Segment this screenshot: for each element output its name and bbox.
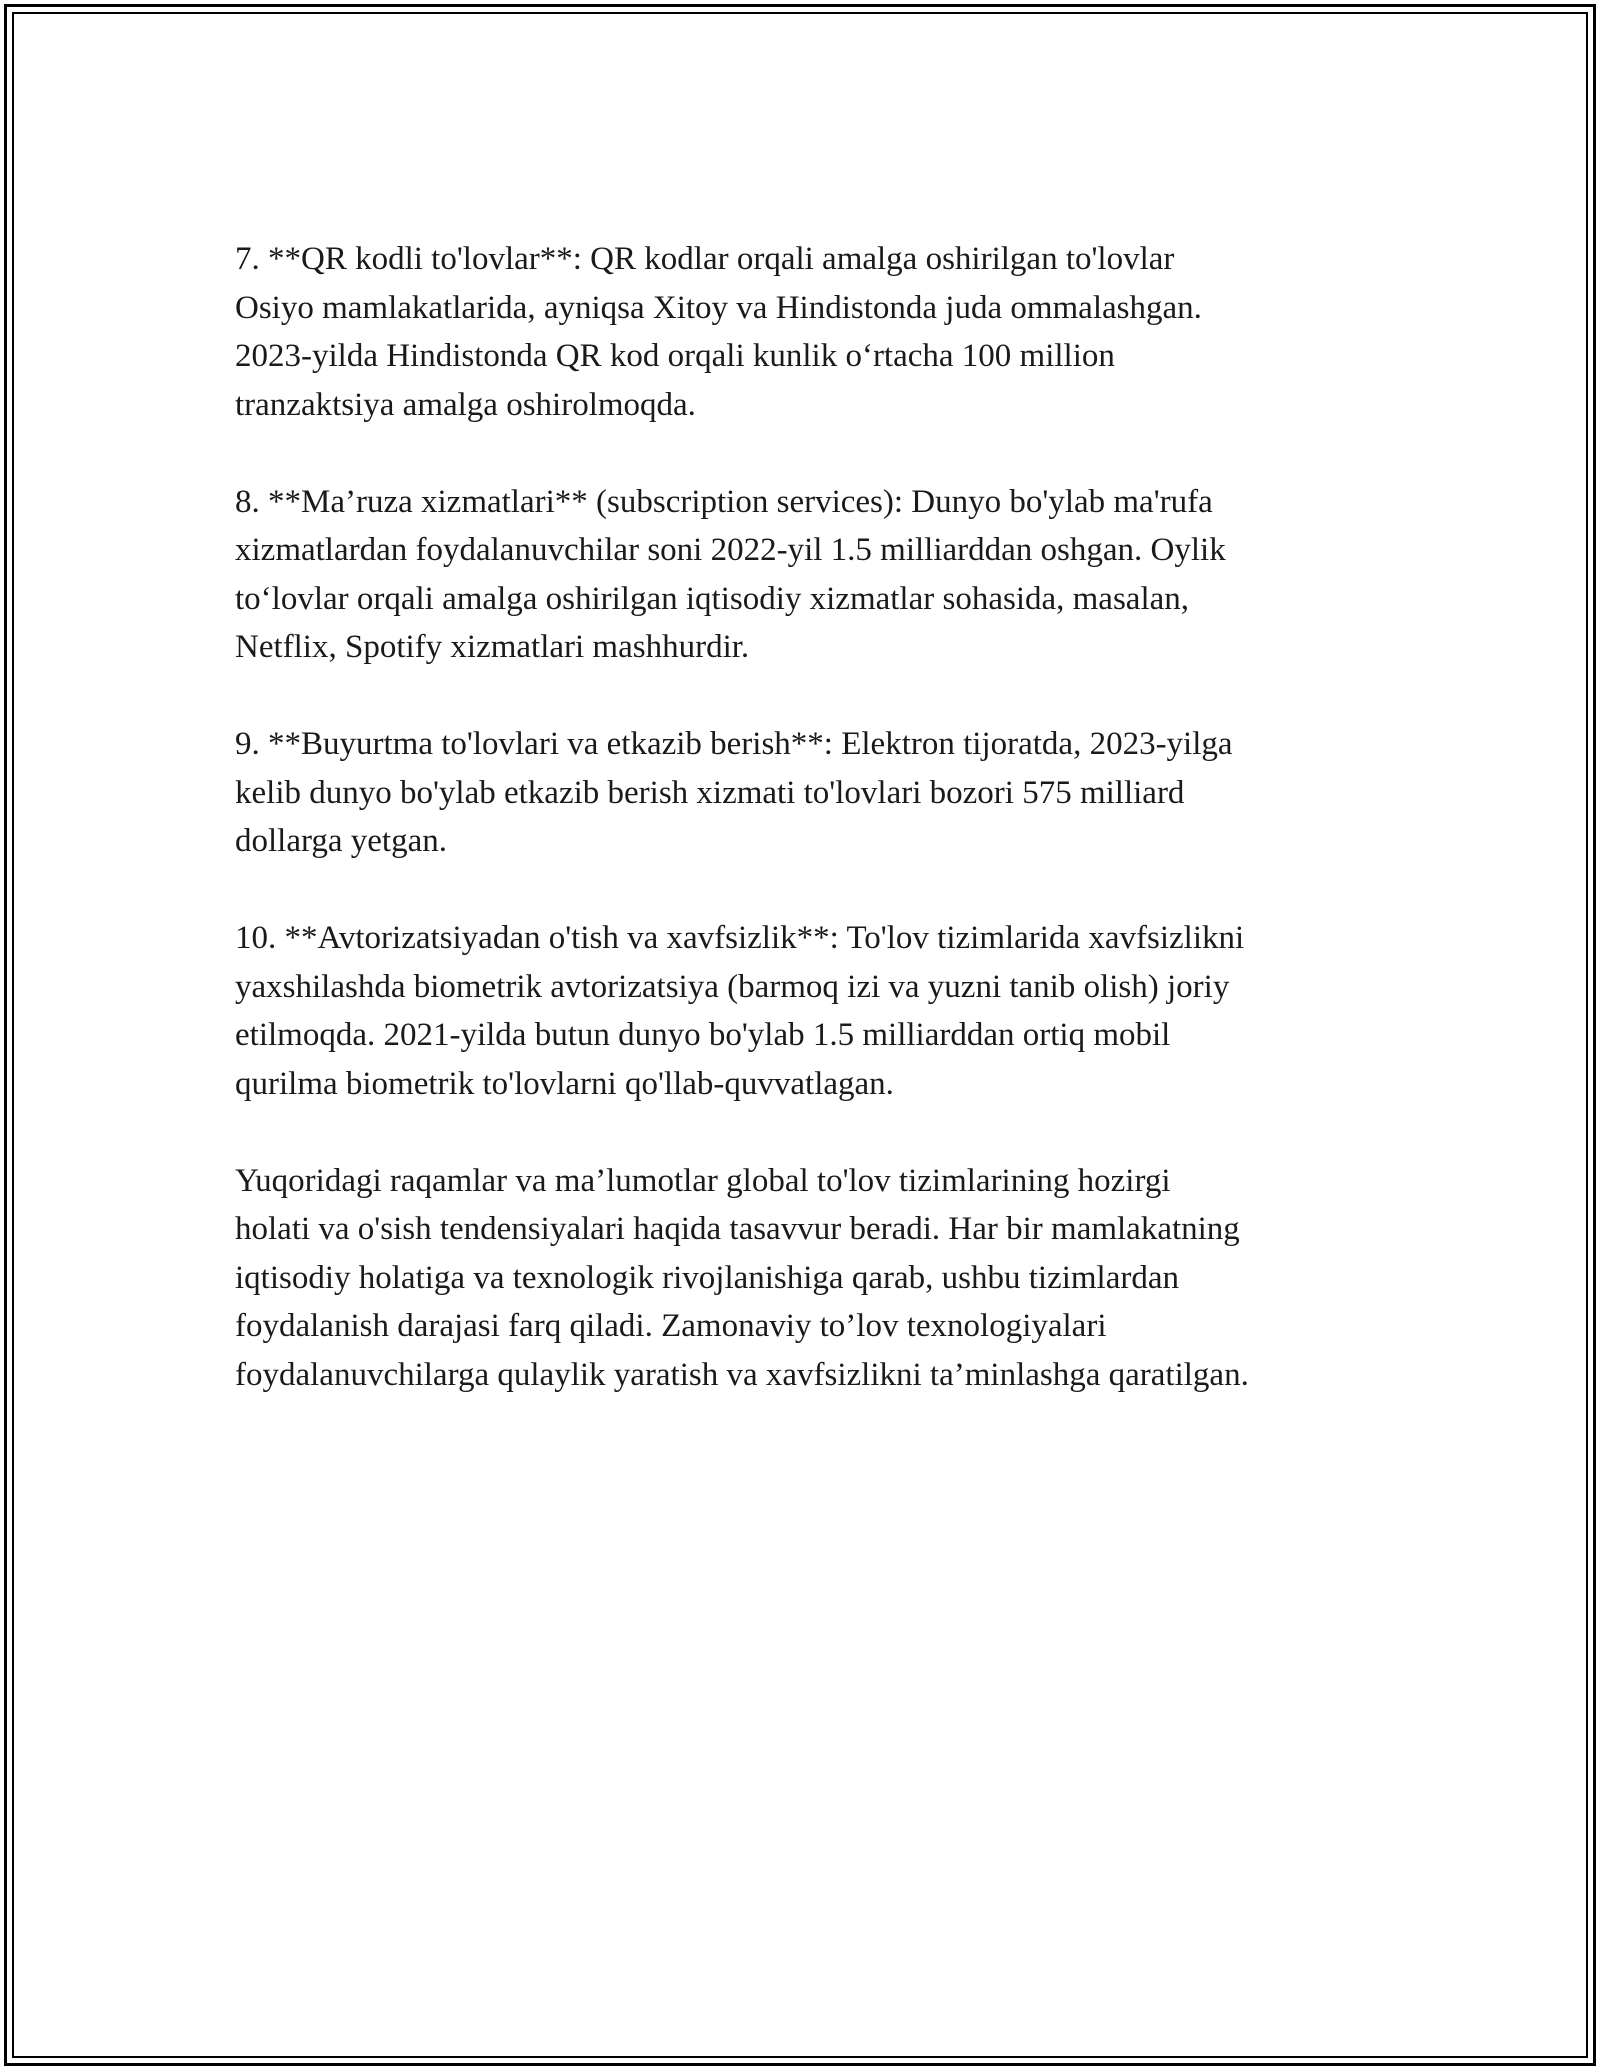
document-body	[235, 235, 1365, 1399]
text-line: foydalanish darajasi farq qiladi. Zamonaviy to’lov texnologiyalari	[235, 1308, 1107, 1344]
paragraph-conclusion	[235, 1157, 1365, 1400]
text-line: tranzaktsiya amalga oshirolmoqda.	[235, 386, 696, 423]
paragraph-authorization-security	[235, 914, 1365, 1108]
text-line: yaxshilashda biometrik avtorizatsiya (barmoq izi va yuzni tanib olish) joriy	[235, 968, 1230, 1005]
text-line: Osiyo mamlakatlarida, ayniqsa Xitoy va Hindistonda juda ommalashgan.	[235, 289, 1202, 326]
text-line: xizmatlardan foydalanuvchilar soni 2022-yil 1.5 milliarddan oshgan. Oylik	[235, 532, 1226, 568]
text-line: 2023-yilda Hindistonda QR kod orqali kunlik o‘rtacha 100 million	[235, 338, 1115, 374]
text-line: kelib dunyo bo'ylab etkazib berish xizmati to'lovlari bozori 575 milliard	[235, 774, 1185, 811]
text-line: Yuqoridagi raqamlar va ma’lumotlar global to'lov tizimlarining hozirgi	[235, 1162, 1171, 1199]
text-line: qurilma biometrik to'lovlarni qo'llab-quvvatlagan.	[235, 1065, 894, 1102]
text-line: Netflix, Spotify xizmatlari mashhurdir.	[235, 629, 750, 665]
text-line: 7. **QR kodli to'lovlar**: QR kodlar orqali amalga oshirilgan to'lovlar	[235, 241, 1175, 277]
text-line: etilmoqda. 2021-yilda butun dunyo bo'ylab 1.5 milliarddan ortiq mobil	[235, 1017, 1171, 1053]
paragraph-order-payments	[235, 720, 1365, 866]
text-line: 8. **Ma’ruza xizmatlari** (subscription services): Dunyo bo'ylab ma'rufa	[235, 483, 1213, 520]
paragraph-qr-payments	[235, 235, 1365, 429]
text-line: holati va o'sish tendensiyalari haqida tasavvur beradi. Har bir mamlakatning	[235, 1211, 1240, 1247]
paragraph-subscription-services	[235, 478, 1365, 672]
text-line: foydalanuvchilarga qulaylik yaratish va xavfsizlikni ta’minlashga qaratilgan.	[235, 1356, 1249, 1393]
text-line: to‘lovlar orqali amalga oshirilgan iqtisodiy xizmatlar sohasida, masalan,	[235, 580, 1190, 617]
text-line: 9. **Buyurtma to'lovlari va etkazib berish**: Elektron tijoratda, 2023-yilga	[235, 726, 1233, 762]
text-line: 10. **Avtorizatsiyadan o'tish va xavfsizlik**: To'lov tizimlarida xavfsizlikni	[235, 920, 1245, 956]
text-line: dollarga yetgan.	[235, 823, 447, 859]
text-line: iqtisodiy holatiga va texnologik rivojlanishiga qarab, ushbu tizimlardan	[235, 1259, 1179, 1296]
